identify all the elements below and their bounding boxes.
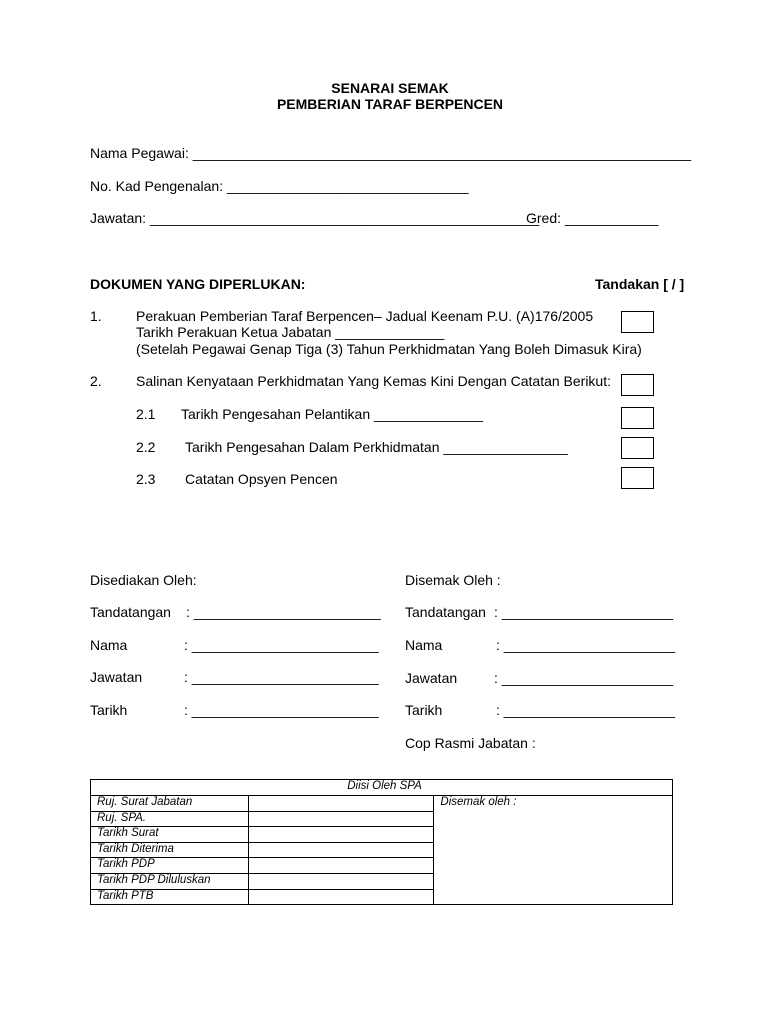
form-title-line2: PEMBERIAN TARAF BERPENCEN bbox=[276, 96, 504, 112]
spa-row-value[interactable] bbox=[248, 889, 434, 905]
item1-line1: Perakuan Pemberian Taraf Berpencen– Jadual Keenam P.U. (A)176/2005 bbox=[136, 308, 594, 324]
prepared-tandatangan-label: Tandatangan bbox=[90, 604, 171, 620]
checked-tarikh-line[interactable]: : ______________________ bbox=[496, 702, 676, 718]
spa-table bbox=[90, 779, 673, 905]
tick-heading: Tandakan [ / ] bbox=[595, 276, 685, 292]
spa-row-value[interactable] bbox=[248, 858, 434, 874]
prepared-tarikh-label: Tarikh bbox=[90, 702, 128, 718]
spa-header: Diisi Oleh SPA bbox=[91, 780, 673, 796]
item1-line2: Tarikh Perakuan Ketua Jabatan ______________ bbox=[136, 324, 445, 340]
item1-number: 1. bbox=[90, 308, 102, 324]
prepared-jawatan-label: Jawatan bbox=[90, 669, 143, 685]
item2-number: 2. bbox=[90, 373, 102, 389]
item2-1-checkbox[interactable] bbox=[621, 407, 654, 429]
cop-rasmi-label: Cop Rasmi Jabatan : bbox=[405, 735, 536, 751]
spa-row-label: Ruj. Surat Jabatan bbox=[91, 796, 249, 812]
item2-2-number: 2.2 bbox=[136, 439, 156, 455]
checked-jawatan-line[interactable]: : ______________________ bbox=[494, 670, 674, 686]
checked-tandatangan-line[interactable]: : ______________________ bbox=[494, 604, 674, 620]
item2-3-number: 2.3 bbox=[136, 471, 156, 487]
item2-checkbox[interactable] bbox=[621, 374, 654, 396]
no-kad-pengenalan-field[interactable]: No. Kad Pengenalan: _______________________________ bbox=[90, 178, 469, 194]
item2-line1: Salinan Kenyataan Perkhidmatan Yang Kemas Kini Dengan Catatan Berikut: bbox=[136, 373, 612, 389]
spa-row-value[interactable] bbox=[248, 827, 434, 843]
item2-3-checkbox[interactable] bbox=[621, 467, 654, 489]
spa-row-value[interactable] bbox=[248, 796, 434, 812]
prepared-by-heading: Disediakan Oleh: bbox=[90, 572, 197, 588]
spa-header-row bbox=[91, 780, 673, 796]
prepared-nama-label: Nama bbox=[90, 637, 128, 653]
table-row bbox=[91, 796, 673, 812]
checked-nama-label: Nama bbox=[405, 637, 443, 653]
spa-row-label: Tarikh PDP Diluluskan bbox=[91, 873, 249, 889]
spa-row-value[interactable] bbox=[248, 873, 434, 889]
prepared-jawatan-line[interactable]: : ________________________ bbox=[184, 669, 379, 685]
checked-nama-line[interactable]: : ______________________ bbox=[496, 637, 676, 653]
checked-tandatangan-label: Tandatangan bbox=[405, 604, 486, 620]
item2-1-number: 2.1 bbox=[136, 406, 156, 422]
item2-3-text: Catatan Opsyen Pencen bbox=[185, 471, 338, 487]
spa-disemak-cell[interactable]: Disemak oleh : bbox=[434, 796, 673, 905]
checked-jawatan-label: Jawatan bbox=[405, 670, 458, 686]
item2-1-text: Tarikh Pengesahan Pelantikan ______________ bbox=[181, 406, 484, 422]
spa-row-label: Tarikh PDP bbox=[91, 858, 249, 874]
item2-2-checkbox[interactable] bbox=[621, 437, 654, 459]
prepared-nama-line[interactable]: : ________________________ bbox=[184, 637, 379, 653]
spa-row-label: Tarikh PTB bbox=[91, 889, 249, 905]
prepared-tandatangan-line[interactable]: : ________________________ bbox=[186, 604, 381, 620]
prepared-tarikh-line[interactable]: : ________________________ bbox=[184, 702, 379, 718]
checked-by-heading: Disemak Oleh : bbox=[405, 572, 501, 588]
spa-row-label: Tarikh Diterima bbox=[91, 842, 249, 858]
spa-row-label: Ruj. SPA. bbox=[91, 811, 249, 827]
item1-line3: (Setelah Pegawai Genap Tiga (3) Tahun Perkhidmatan Yang Boleh Dimasuk Kira) bbox=[136, 341, 642, 357]
documents-heading: DOKUMEN YANG DIPERLUKAN: bbox=[90, 276, 306, 292]
item1-checkbox[interactable] bbox=[621, 311, 654, 333]
jawatan-field[interactable]: Jawatan: __________________________________________________ bbox=[90, 210, 540, 226]
gred-field[interactable]: Gred: ____________ bbox=[526, 210, 659, 226]
nama-pegawai-field[interactable]: Nama Pegawai: ________________________________________________________________ bbox=[90, 145, 692, 161]
spa-row-value[interactable] bbox=[248, 842, 434, 858]
spa-row-label: Tarikh Surat bbox=[91, 827, 249, 843]
checked-tarikh-label: Tarikh bbox=[405, 702, 443, 718]
item2-2-text: Tarikh Pengesahan Dalam Perkhidmatan ________________ bbox=[185, 439, 568, 455]
spa-row-value[interactable] bbox=[248, 811, 434, 827]
form-title-line1: SENARAI SEMAK bbox=[331, 80, 449, 96]
